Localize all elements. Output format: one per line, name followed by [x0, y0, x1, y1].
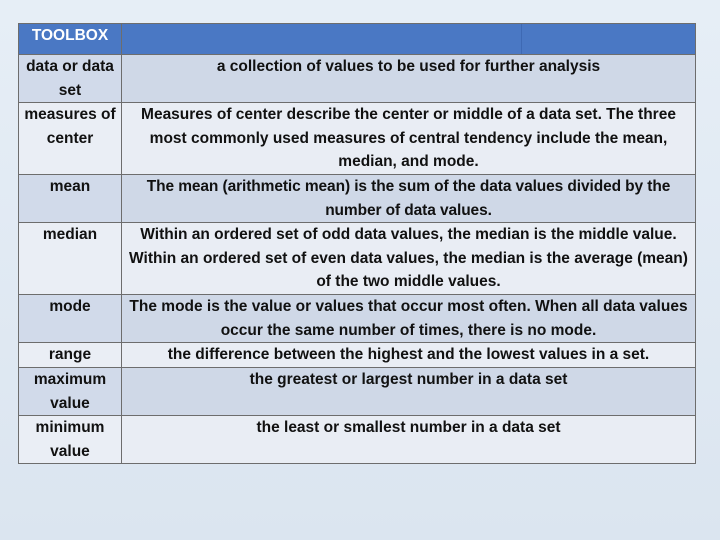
table-row: [19, 103, 696, 175]
table-row: [19, 175, 696, 223]
table-row: [19, 416, 696, 464]
toolbox-header: TOOLBOX: [19, 24, 122, 55]
term-cell: maximum value: [19, 368, 122, 416]
header-fill-area: [122, 24, 695, 54]
term-cell: minimum value: [19, 416, 122, 464]
header-divider: [521, 24, 522, 54]
term-cell: range: [19, 343, 122, 368]
table-row: [19, 343, 696, 368]
definition-cell: The mean (arithmetic mean) is the sum of the data values divided by the number of data values.: [122, 175, 696, 223]
table-row: [19, 368, 696, 416]
definition-cell: the least or smallest number in a data set: [122, 416, 696, 464]
table-row: [19, 223, 696, 295]
definition-cell: Measures of center describe the center or middle of a data set. The three most commonly used measures of central tendency include the mean, median, and mode.: [122, 103, 696, 175]
definition-cell: the difference between the highest and the lowest values in a set.: [122, 343, 696, 368]
definition-cell: The mode is the value or values that occur most often. When all data values occur the same number of times, there is no mode.: [122, 295, 696, 343]
toolbox-table: [18, 23, 696, 464]
definition-cell: the greatest or largest number in a data set: [122, 368, 696, 416]
term-cell: median: [19, 223, 122, 295]
table-row: [19, 55, 696, 103]
header-fill: [122, 24, 696, 55]
table-row: [19, 295, 696, 343]
term-cell: mean: [19, 175, 122, 223]
table-header-row: [19, 24, 696, 55]
term-cell: measures of center: [19, 103, 122, 175]
definition-cell: Within an ordered set of odd data values, the median is the middle value. Within an ordered set of even data values, the median is the average (mean) of the two middle values.: [122, 223, 696, 295]
definition-cell: a collection of values to be used for further analysis: [122, 55, 696, 103]
term-cell: mode: [19, 295, 122, 343]
term-cell: data or data set: [19, 55, 122, 103]
